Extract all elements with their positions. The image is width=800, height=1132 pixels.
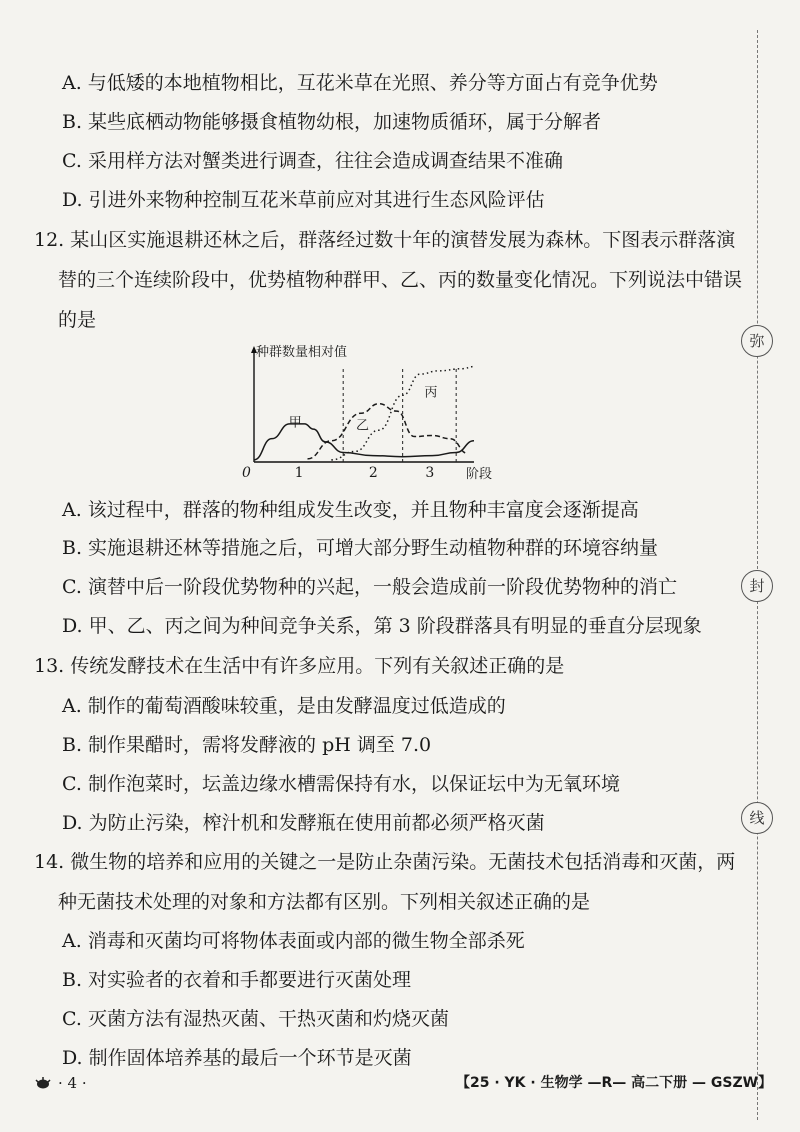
series-line-2 <box>308 404 469 459</box>
q14-option-c: C. 灭菌方法有湿热灭菌、干热灭菌和灼烧灭菌 <box>62 1008 449 1030</box>
q12-stem-line-1: 12. 某山区实施退耕还林之后，群落经过数十年的演替发展为森林。下图表示群落演 <box>34 229 736 251</box>
footer-code: 【25 · YK · 生物学 —R— 高二下册 — GSZW】 <box>456 1075 773 1091</box>
q11-option-b: B. 某些底栖动物能够摄食植物幼根，加速物质循环，属于分解者 <box>62 111 602 133</box>
q13-option-a: A. 制作的葡萄酒酸味较重，是由发酵温度过低造成的 <box>62 695 506 717</box>
binding-mark-mi: 弥 <box>741 325 773 357</box>
x-tick-label-3: 3 <box>425 465 435 481</box>
q13-option-b: B. 制作果醋时，需将发酵液的 pH 调至 7.0 <box>62 734 432 756</box>
corner-logo-icon <box>34 1076 52 1090</box>
q12-option-d: D. 甲、乙、丙之间为种间竞争关系，第 3 阶段群落具有明显的垂直分层现象 <box>62 615 702 637</box>
population-chart <box>236 340 496 490</box>
x-axis-label: 阶段 <box>466 467 493 482</box>
q13-option-d: D. 为防止污染，榨汁机和发酵瓶在使用前都必须严格灭菌 <box>62 812 545 834</box>
x-tick-label-1: 1 <box>294 465 304 481</box>
binding-mark-xian: 线 <box>741 802 773 834</box>
q14-option-a: A. 消毒和灭菌均可将物体表面或内部的微生物全部杀死 <box>62 930 525 952</box>
q12-stem-line-2: 替的三个连续阶段中，优势植物种群甲、乙、丙的数量变化情况。下列说法中错误 <box>58 269 743 291</box>
q13-stem: 13. 传统发酵技术在生活中有许多应用。下列有关叙述正确的是 <box>34 655 565 677</box>
series-label-1: 甲 <box>288 415 302 431</box>
binding-mark-feng: 封 <box>741 570 773 602</box>
series-label-3: 丙 <box>424 385 438 401</box>
x-tick-label-2: 2 <box>368 465 378 481</box>
q14-stem-line-2: 种无菌技术处理的对象和方法都有区别。下列相关叙述正确的是 <box>58 891 591 913</box>
q11-option-a: A. 与低矮的本地植物相比，互花米草在光照、养分等方面占有竞争优势 <box>62 72 658 94</box>
y-axis-label: 种群数量相对值 <box>256 345 348 360</box>
q11-option-d: D. 引进外来物种控制互花米草前应对其进行生态风险评估 <box>62 189 545 211</box>
q14-option-b: B. 对实验者的衣着和手都要进行灭菌处理 <box>62 969 412 991</box>
q12-option-c: C. 演替中后一阶段优势物种的兴起，一般会造成前一阶段优势物种的消亡 <box>62 576 677 598</box>
q13-option-c: C. 制作泡菜时，坛盖边缘水槽需保持有水，以保证坛中为无氧环境 <box>62 773 620 795</box>
origin-label: 0 <box>242 465 251 481</box>
q14-stem-line-1: 14. 微生物的培养和应用的关键之一是防止杂菌污染。无菌技术包括消毒和灭菌，两 <box>34 851 736 873</box>
series-label-2: 乙 <box>356 418 370 434</box>
q12-option-a: A. 该过程中，群落的物种组成发生改变，并且物种丰富度会逐渐提高 <box>62 499 639 521</box>
q11-option-c: C. 采用样方法对蟹类进行调查，往往会造成调查结果不准确 <box>62 150 563 172</box>
q12-stem-line-3: 的是 <box>58 309 97 331</box>
q12-option-b: B. 实施退耕还林等措施之后，可增大部分野生动植物种群的环境容纳量 <box>62 537 659 559</box>
q14-option-d: D. 制作固体培养基的最后一个环节是灭菌 <box>62 1047 412 1069</box>
page-number: · 4 · <box>58 1074 87 1092</box>
